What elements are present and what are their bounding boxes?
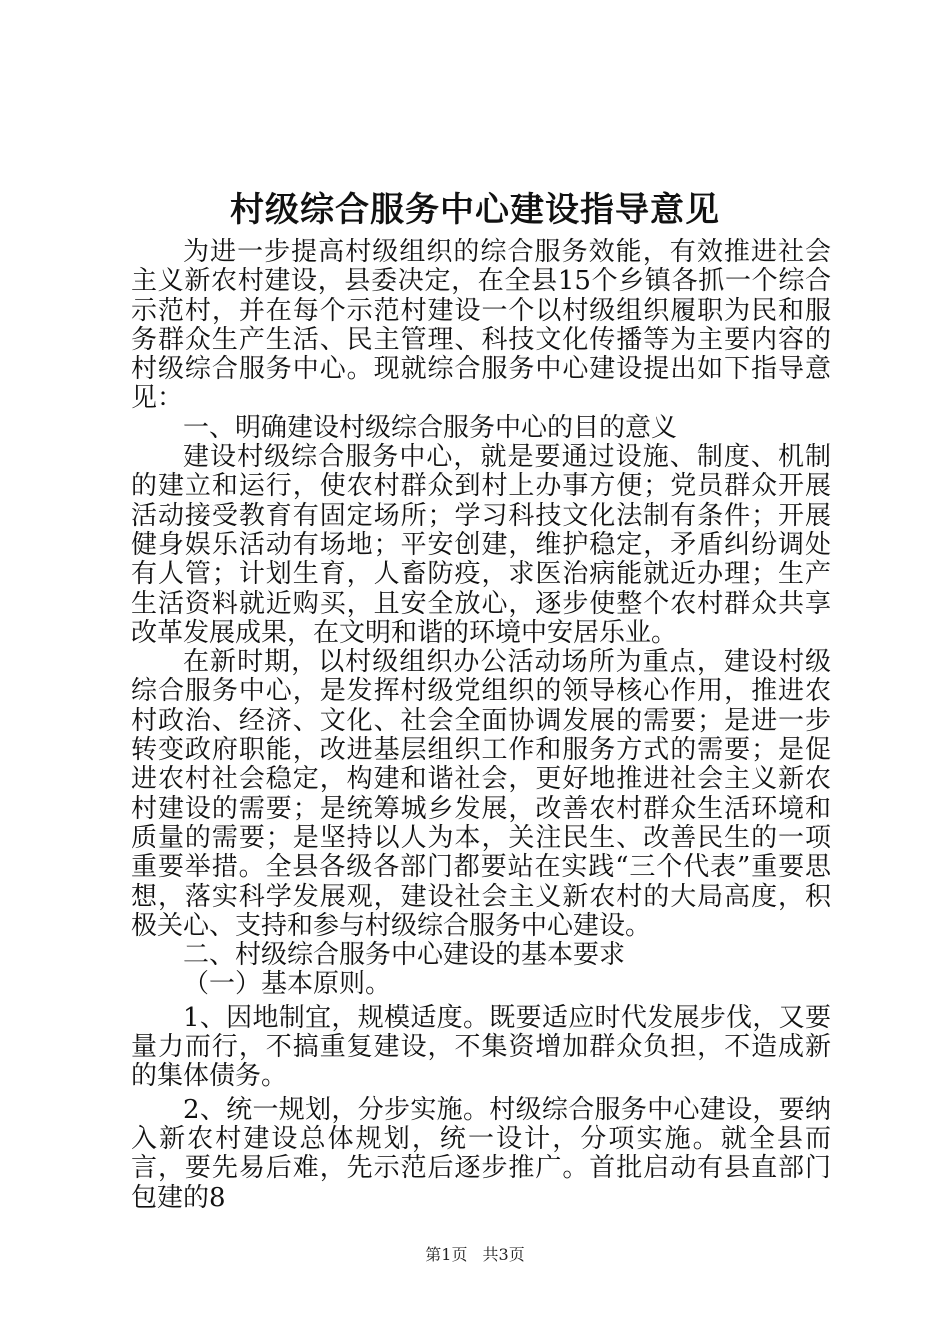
paragraph-purpose: 建设村级综合服务中心，就是要通过设施、制度、机制的建立和运行，使农村群众到村上办事方便；党员群众开展活动接受教育有固定场所；学习科技文化法制有条件；开展健身娱乐活动有场地；平安创建，维护稳定，矛盾纠纷调处有人管；计划生育，人畜防疫，求医治病能就近办理；生产生活资料就近购买，且安全放心，逐步使整个农村群众共享改革发展成果，在文明和谐的环境中安居乐业。: [131, 442, 831, 648]
page-total: 共3页: [482, 1245, 525, 1264]
page-number: 第1页: [425, 1245, 468, 1264]
principle-item-2: 2、统一规划，分步实施。村级综合服务中心建设，要纳入新农村建设总体规划，统一设计，分项实施。就全县而言，要先易后难，先示范后逐步推广。首批启动有县直部门包建的8: [131, 1094, 831, 1213]
section-heading-2: 二、村级综合服务中心建设的基本要求: [183, 940, 626, 971]
paragraph-intro: 为进一步提高村级组织的综合服务效能，有效推进社会主义新农村建设，县委决定，在全县15个乡镇各抓一个综合示范村，并在每个示范村建设一个以村级组织履职为民和服务群众生产生活、民主管理、科技文化传播等为主要内容的村级综合服务中心。现就综合服务中心建设提出如下指导意见：: [131, 237, 831, 414]
page-footer: [0, 1245, 950, 1265]
principle-item-1: 1、因地制宜，规模适度。既要适应时代发展步伐，又要量力而行，不搞重复建设，不集资增加群众负担，不造成新的集体债务。: [131, 1002, 831, 1092]
section-heading-1: 一、明确建设村级综合服务中心的目的意义: [183, 412, 678, 443]
document-body: [131, 238, 831, 1213]
subsection-heading-principles: （一）基本原则。: [183, 969, 392, 1000]
paragraph-significance: 在新时期，以村级组织办公活动场所为重点，建设村级综合服务中心，是发挥村级党组织的领导核心作用，推进农村政治、经济、文化、社会全面协调发展的需要；是进一步转变政府职能，改进基层组织工作和服务方式的需要；是促进农村社会稳定，构建和谐社会，更好地推进社会主义新农村建设的需要；是统筹城乡发展，改善农村群众生活环境和质量的需要；是坚持以人为本，关注民生、改善民生的一项重要举措。全县各级各部门都要站在实践“三个代表”重要思想，落实科学发展观，建设社会主义新农村的大局高度，积极关心、支持和参与村级综合服务中心建设。: [131, 647, 831, 941]
document-title: 村级综合服务中心建设指导意见: [230, 190, 720, 230]
